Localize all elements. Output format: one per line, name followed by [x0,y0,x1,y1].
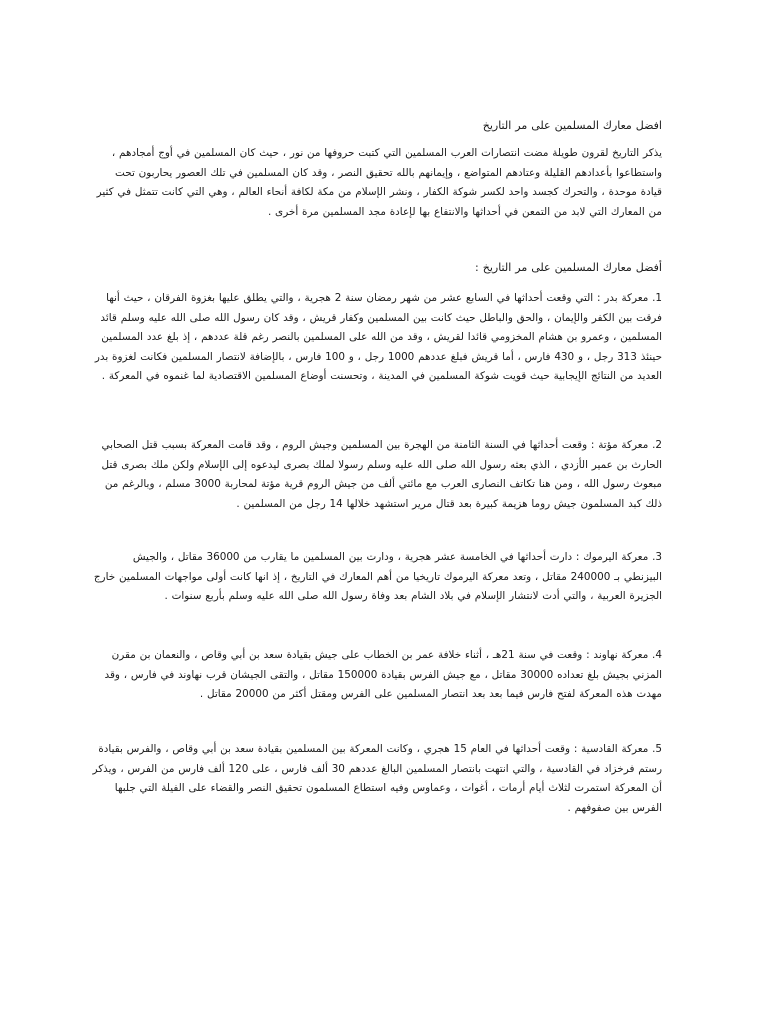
battle-paragraph-mutah [92,436,662,514]
document-title [92,116,662,136]
battle-paragraph-qadisiyyah [92,740,662,818]
intro-paragraph [92,144,662,222]
battle-text-5: 5. معركة القادسية : وقعت أحداثها في العام 15 هجري ، وكانت المعركة بين المسلمين بقيادة سعد بن أبي وقاص ، والفرس بقيادة رستم فرخزاد في القادسية ، والتي انتهت بانتصار المسلمين البالغ عددهم 30 ألف فارس ، على 120 ألف فارس من الفرس ، ويذكر أن المعركة استمرت لثلاث أيام أرمات ، أغوات ، وعماوس وفيه استطاع المسلمون تحقيق النصر والقضاء على الفيلة التي جلبها الفرس بين صفوفهم . [92,743,662,814]
section-heading-text: أفضل معارك المسلمين على مر التاريخ : [475,261,662,274]
battle-text-1: 1. معركة بدر : التي وقعت أحداثها في السابع عشر من شهر رمضان سنة 2 هجرية ، والتي يطلق عليها بغزوة الفرقان ، حيث أنها فرقت بين الكفر والإيمان ، والحق والباطل حيث كانت بين المسلمين وكفار قريش ، وقد كان رسول الله صلى الله عليه وسلم قائد المسلمين ، وعمرو بن هشام المخزومي قائدا لقريش ، وقد من الله على المسلمين بالنصر رغم قلة عددهم ، إذ بلغ عدد المسلمين حينئذ 313 رجل ، و 430 فارس ، أما قريش فبلغ عددهم 1000 رجل ، و 100 فارس ، بالإضافة لانتصار المسلمين فكانت لغزوة بدر العديد من النتائج الإيجابية حيث قويت شوكة المسلمين في المدينة ، وتحسنت أوضاع المسلمين الاقتصادية لما غنموه في المعركة . [94,292,662,382]
battle-text-3: 3. معركة اليرموك : دارت أحداثها في الخامسة عشر هجرية ، ودارت بين المسلمين ما يقارب من 36000 مقاتل ، والجيش البيزنطي بـ 240000 مقاتل ، وتعد معركة اليرموك تاريخيا من أهم المعارك في التاريخ ، إذ انها كانت أولى مواجهات المسلمين خارج الجزيرة العربية ، والتي أدت لانتشار الإسلام في بلاد الشام بعد وفاة رسول الله صلى الله عليه وسلم بأربع سنوات . [93,551,662,602]
battle-paragraph-badr [92,289,662,387]
section-heading [92,258,662,278]
battle-paragraph-nahavand [92,646,662,705]
battle-paragraph-yarmouk [92,548,662,607]
battle-text-4: 4. معركة نهاوند : وقعت في سنة 21هـ ، أثناء خلافة عمر بن الخطاب على جيش بقيادة سعد بن أبي وقاص ، والنعمان بن مقرن المزني بجيش بلغ تعداده 30000 مقاتل ، مع جيش الفرس بقيادة 150000 مقاتل ، والتقى الجيشان قرب نهاوند في فارس ، وقد مهدت هذه المعركة لفتح فارس فيما بعد بعد انتصار المسلمين على الفرس ومقتل أكثر من 20000 مقاتل . [104,649,662,700]
battle-text-2: 2. معركة مؤتة : وقعت أحداثها في السنة الثامنة من الهجرة بين المسلمين وجيش الروم ، وقد قامت المعركة بسبب قتل الصحابي الحارث بن عمير الأزدي ، الذي بعثه رسول الله صلى الله عليه وسلم رسولا لملك بصرى ليدعوه إلى الإسلام ولكن ملك بصرى قتل مبعوث رسول الله ، ومن هنا تكاتف النصارى العرب مع مائتي ألف من جيش الروم قرية مؤتة لمحاربة 3000 مسلم ، وبالرغم من ذلك كبد المسلمون جيش روما هزيمة كبيرة بعد قتال مرير استشهد خلالها 14 رجل من المسلمين . [101,439,662,510]
intro-text: يذكر التاريخ لقرون طويلة مضت انتصارات العرب المسلمين التي كتبت حروفها من نور ، حيث كان المسلمين في أوج أمجادهم ، واستطاعوا بأعدادهم القليلة وعتادهم المتواضع ، وإيمانهم بالله تحقيق النصر ، وقد كان المسلمين في تلك العصور يحاربون تحت قيادة موحدة ، والتحرك كجسد واحد لكسر شوكة الكفار ، ونشر الإسلام من مكة لكافة أنحاء العالم ، وهي التي كانت تتمثل في كثير من المعارك التي لابد من التمعن في أحداثها والانتفاع بها لإعادة مجد المسلمين مرة أخرى . [96,147,662,218]
document-title-text: افضل معارك المسلمين على مر التاريخ [482,119,662,132]
